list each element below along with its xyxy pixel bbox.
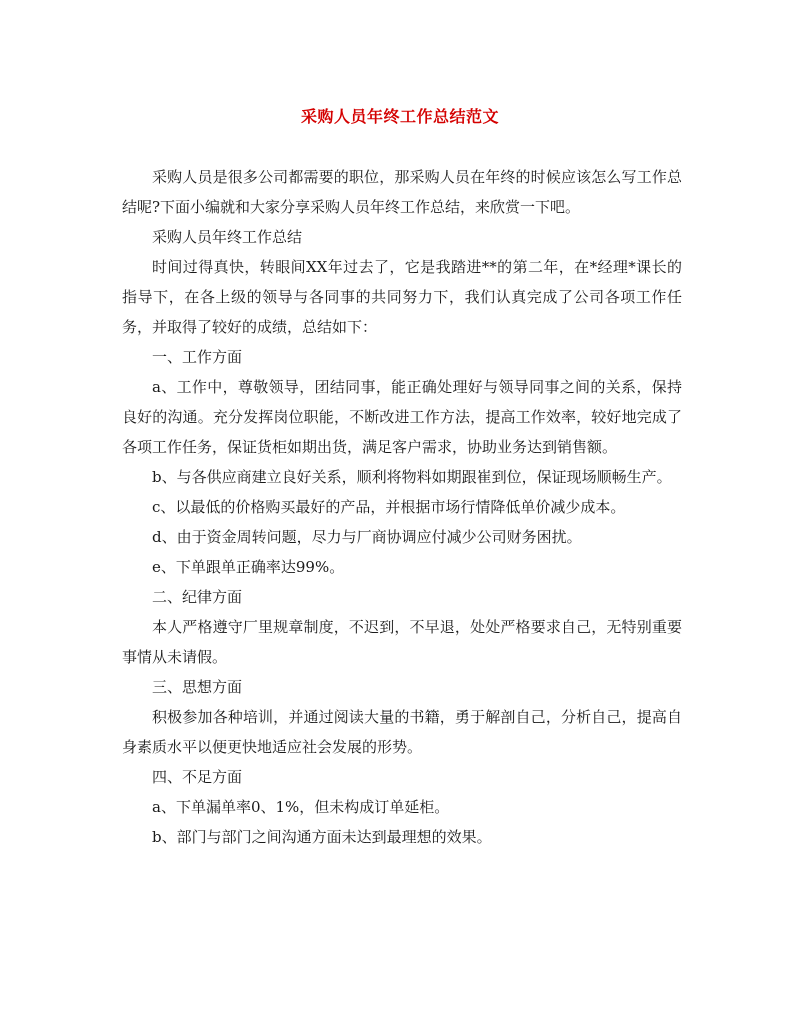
shortcoming-item-a: a、下单漏单率0、1%，但未构成订单延柜。 [152,798,450,816]
discipline-paragraph: 本人严格遵守厂里规章制度，不迟到，不早退，处处严格要求自己，无特别重要事情从未请假。 [122,618,682,666]
work-item-e: e、下单跟单正确率达99%。 [152,558,345,576]
shortcoming-item-b: b、部门与部门之间沟通方面未达到最理想的效果。 [152,828,492,846]
thought-paragraph: 积极参加各种培训，并通过阅读大量的书籍，勇于解剖自己，分析自己，提高自身素质水平以便更快地适应社会发展的形势。 [122,708,682,756]
document-body [122,162,682,852]
section-heading-discipline: 二、纪律方面 [152,588,243,606]
work-item-c: c、以最低的价格购买最好的产品，并根据市场行情降低单价减少成本。 [152,498,626,516]
section-heading-shortcomings: 四、不足方面 [152,768,243,786]
section-heading-work: 一、工作方面 [152,348,243,366]
document-title: 采购人员年终工作总结范文 [300,107,499,126]
work-item-d: d、由于资金周转问题，尽力与厂商协调应付减少公司财务困扰。 [152,528,582,546]
section-heading-thought: 三、思想方面 [152,678,243,696]
work-item-a: a、工作中，尊敬领导，团结同事，能正确处理好与领导同事之间的关系，保持良好的沟通。充分发挥岗位职能，不断改进工作方法，提高工作效率，较好地完成了各项工作任务，保证货柜如期出货，满足客户需求，协助业务达到销售额。 [122,378,682,456]
subheading: 采购人员年终工作总结 [152,228,303,246]
intro-paragraph: 采购人员是很多公司都需要的职位，那采购人员在年终的时候应该怎么写工作总结呢?下面小编就和大家分享采购人员年终工作总结，来欣赏一下吧。 [122,168,682,216]
work-item-b: b、与各供应商建立良好关系，顺利将物料如期跟崔到位，保证现场顺畅生产。 [152,468,672,486]
summary-paragraph: 时间过得真快，转眼间XX年过去了，它是我踏进**的第二年，在*经理*课长的指导下，在各上级的领导与各同事的共同努力下，我们认真完成了公司各项工作任务，并取得了较好的成绩，总结如下： [122,258,682,336]
